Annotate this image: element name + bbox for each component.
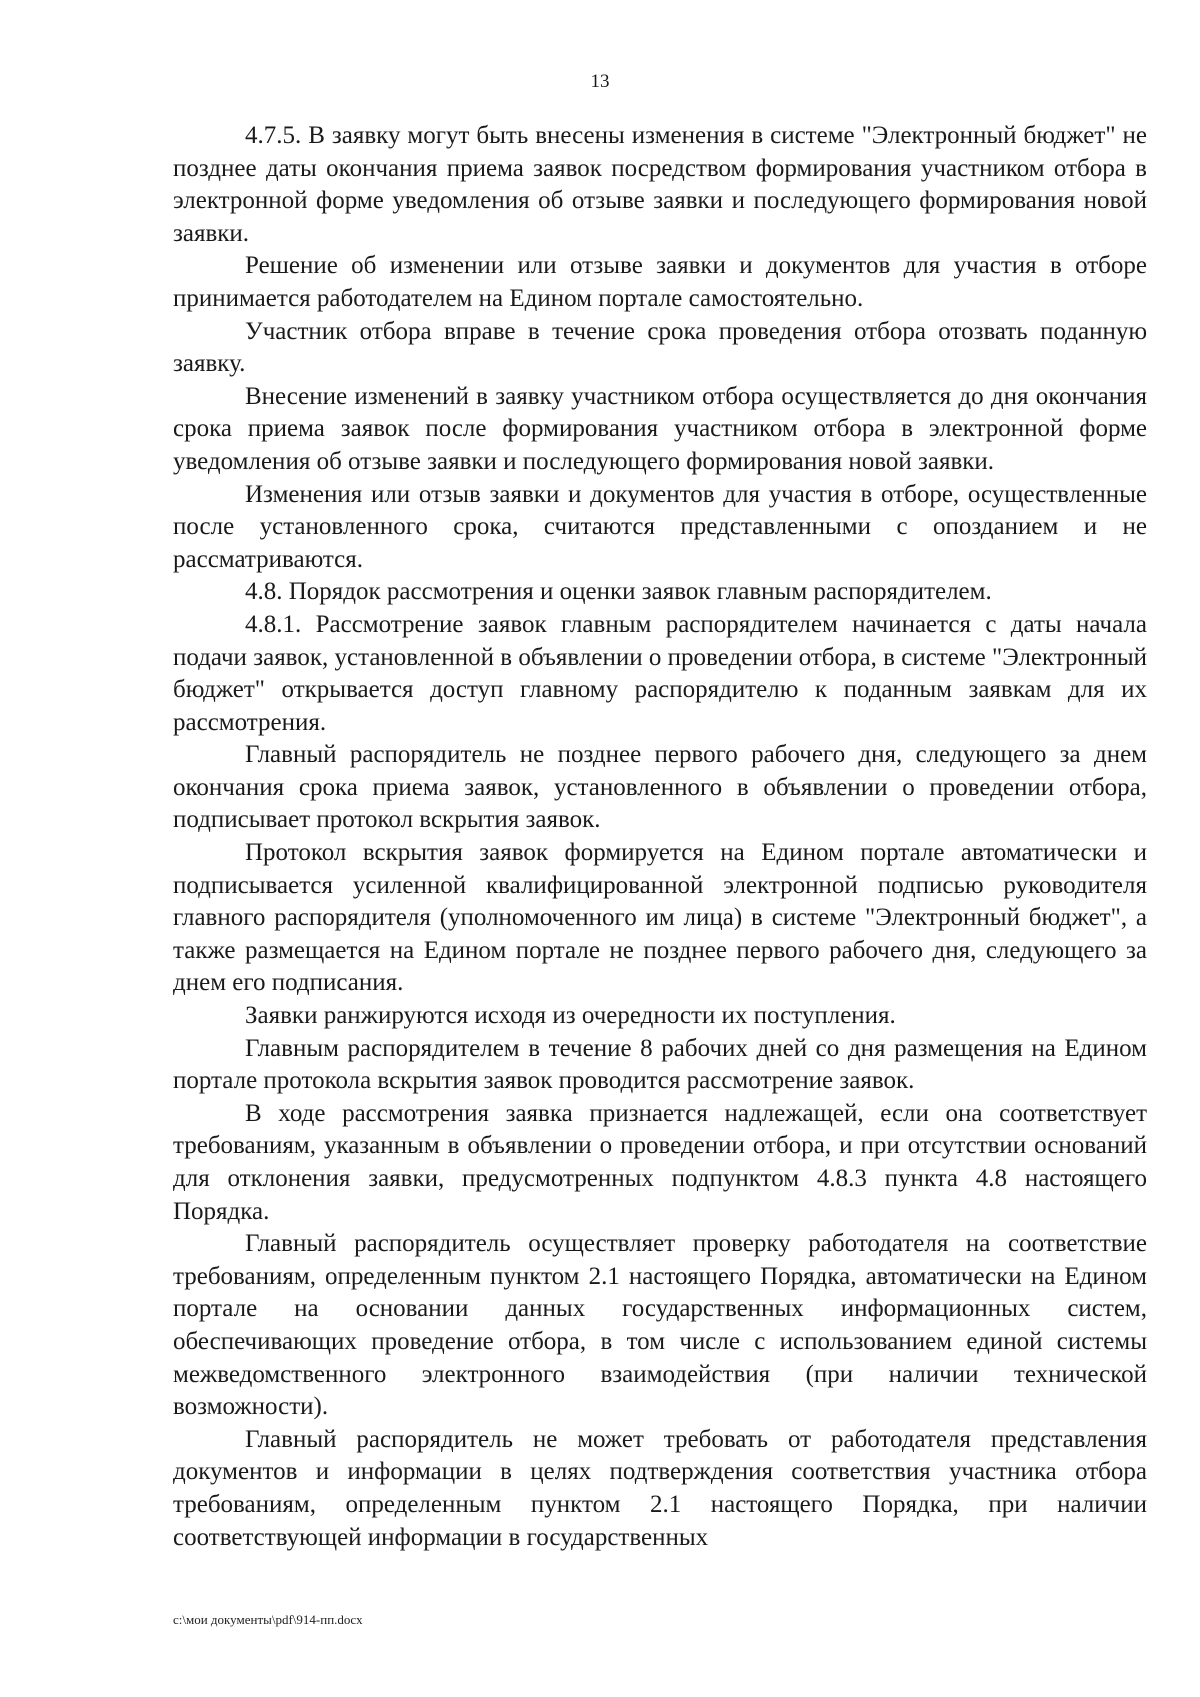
paragraph-employer-check: Главный распорядитель осуществляет проверку работодателя на соответствие требованиям, определенным пунктом 2.1 настоящего Порядка, автоматически на Едином портале на основании данных государственных информационных систем, обеспечивающих проведение отбора, в том числе с использованием единой системы межведомственного электронного взаимодействия (при наличии технической возможности). — [173, 1230, 1147, 1421]
paragraph-making-changes: Внесение изменений в заявку участником отбора осуществляется до дня окончания срока приема заявок после формирования участником отбора в электронной форме уведомления об отзыве заявки и последующего формирования новой заявки. — [173, 382, 1147, 475]
paragraph-ranking: Заявки ранжируются исходя из очередности их поступления. — [245, 1002, 896, 1030]
paragraph-review-period: Главным распорядителем в течение 8 рабочих дней со дня размещения на Едином портале протокола вскрытия заявок проводится рассмотрение заявок. — [173, 1034, 1147, 1095]
paragraph-opening-protocol-signing: Главный распорядитель не позднее первого рабочего дня, следующего за днем окончания срока приема заявок, установленного в объявлении о проведении отбора, подписывает протокол вскрытия заявок. — [173, 741, 1147, 834]
paragraph-4-8-heading: 4.8. Порядок рассмотрения и оценки заявок главным распорядителем. — [245, 578, 992, 606]
paragraph-4-8-1: 4.8.1. Рассмотрение заявок главным распорядителем начинается с даты начала подачи заявок, установленной в объявлении о проведении отбора, в системе "Электронный бюджет" открывается доступ главному распорядителю к поданным заявкам для их рассмотрения. — [173, 610, 1147, 736]
paragraph-participant-withdraw: Участник отбора вправе в течение срока проведения отбора отозвать поданную заявку. — [173, 317, 1147, 378]
paragraph-decision-change-withdraw: Решение об изменении или отзыве заявки и документов для участия в отборе принимается работодателем на Едином портале самостоятельно. — [173, 252, 1147, 312]
paragraph-late-changes: Изменения или отзыв заявки и документов для участия в отборе, осуществленные после установленного срока, считаются представленными с опозданием и не рассматриваются. — [173, 480, 1147, 573]
paragraph-4-7-5: 4.7.5. В заявку могут быть внесены изменения в системе "Электронный бюджет" не позднее даты окончания приема заявок посредством формирования участником отбора в электронной форме уведомления об отзыве заявки и последующего формирования новой заявки. — [173, 122, 1147, 247]
page-number: 13 — [590, 71, 610, 92]
paragraph-proper-application: В ходе рассмотрения заявка признается надлежащей, если она соответствует требованиям, указанным в объявлении о проведении отбора, и при отсутствии оснований для отклонения заявки, предусмотренных подпунктом 4.8.3 пункта 4.8 настоящего Порядка. — [173, 1099, 1147, 1225]
paragraph-opening-protocol-formed: Протокол вскрытия заявок формируется на Едином портале автоматически и подписывается усиленной квалифицированной электронной подписью руководителя главного распорядителя (уполномоченного им лица) в системе "Электронный бюджет", а также размещается на Едином портале не позднее первого рабочего дня, следующего за днем его подписания. — [173, 839, 1147, 997]
document-body — [173, 120, 1147, 1554]
paragraph-no-extra-documents: Главный распорядитель не может требовать от работодателя представления документов и информации в целях подтверждения соответствия участника отбора требованиям, определенным пунктом 2.1 настоящего Порядка, при наличии соответствующей информации в государственных — [173, 1425, 1147, 1551]
footer-file-path: c:\мои документы\pdf\914-пп.docx — [173, 1612, 363, 1627]
